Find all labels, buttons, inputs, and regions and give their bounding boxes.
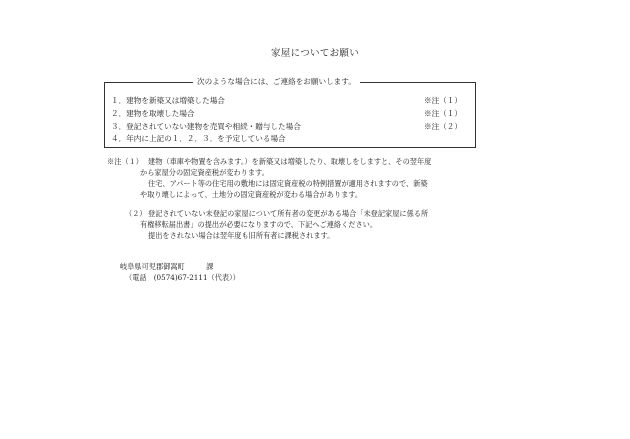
note-1-line: から家屋分の固定資産税が変わります。: [140, 168, 269, 177]
notice-item: ２．建物を取壊した場合: [111, 109, 195, 118]
note-2-line: 提出をされない場合は翌年度も旧所有者に課税されます。: [148, 231, 335, 240]
note-1-label: ※注（１）: [107, 157, 143, 166]
notice-item-note-ref: ※注（１）: [424, 109, 462, 118]
notice-item: ３．登記されていない建物を売買や相続・贈与した場合: [111, 122, 301, 131]
notice-box-heading: 次のような場合には、ご連絡をお願いします。: [193, 76, 360, 87]
note-1-line: 建物（車庫や物置を含みます。）を新築又は増築したり、取壊しをしますと、その翌年度: [148, 157, 432, 166]
note-2-line: 有権移転届出書」の提出が必要になりますので、下記へご連絡ください。: [140, 220, 378, 229]
notice-item-note-ref: ※注（１）: [424, 96, 462, 105]
notice-item: ４．年内に上記の１．２．３．を予定している場合: [111, 134, 286, 143]
contact-office: 岐阜県可児郡御嵩町 課: [120, 262, 214, 271]
notice-item-note-ref: ※注（２）: [424, 122, 462, 131]
note-1-line: 住宅、アパート等の住宅用の敷地には固定資産税の特例措置が適用されますので、新築: [148, 179, 428, 188]
note-2-line: 登記されていない未登記の家屋について所有者の変更がある場合「未登記家屋に係る所: [148, 209, 429, 218]
page-title: 家屋についてお願い: [270, 48, 359, 59]
note-1-line: や取り壊しによって、土地分の固定資産税が変わる場合があります。: [140, 190, 363, 199]
note-2-label: （２）: [125, 209, 147, 218]
notice-item: １．建物を新築又は増築した場合: [111, 96, 225, 105]
contact-phone: （電話 (0574)67-2111（代表））: [125, 273, 240, 282]
